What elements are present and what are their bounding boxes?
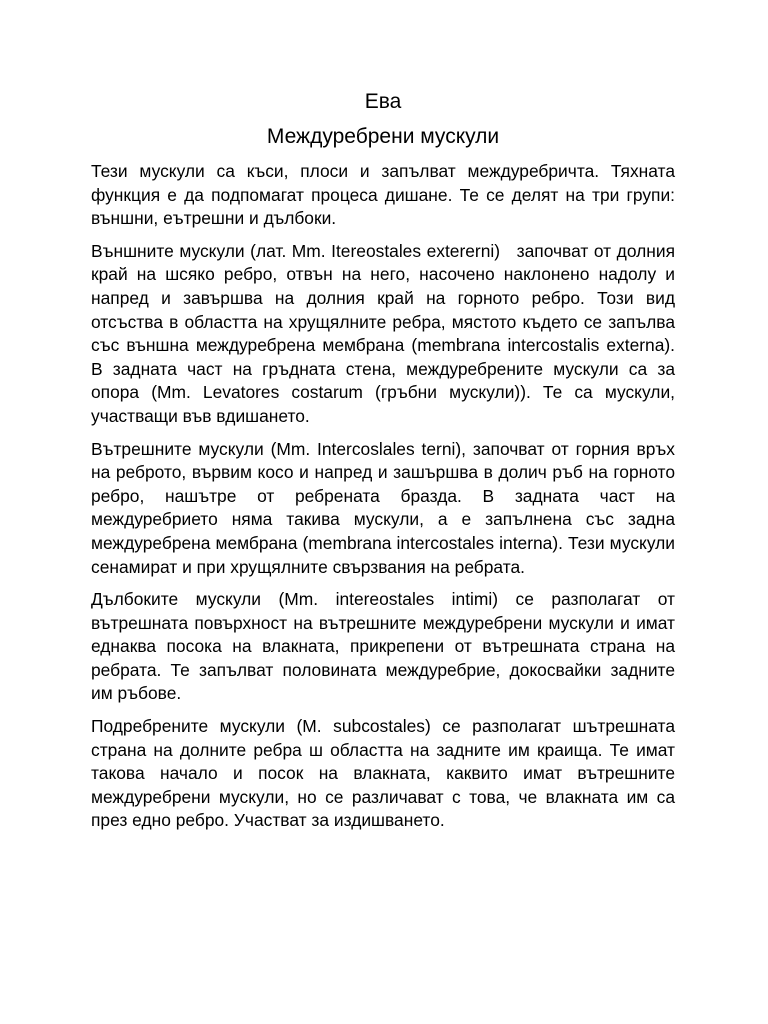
paragraph-subcostal-muscles: Подребрените мускули (M. subcostales) се разполагат шътрешната страна на долните ребра ш областта на задните им краища. Те имат такова начало и посок на влакната, каквито имат вътрешните междуребрени мускули, но се различават с това, че влакната им са през едно ребро. Участват за издишването. [91,716,680,831]
paragraph-external-muscles: Външните мускули (лат. Mm. Itereostales extererni) започват от долния край на шсяко ребро, отвън на него, насочено наклонено надолу и напред и завършва на долния край на горното ребро. Този вид отсъства в областта на хрущялните ребра, мястото където се запълва със външна междуребрена мембрана (membrana intercostalis externa). В задната част на гръдната стена, междуребрените мускули са за опора (Mm. Levatores costarum (гръбни мускули)). Те са мускули, участващи във вдишането. [91,240,680,426]
document-author: Ева [364,90,402,113]
document-page [91,88,680,842]
paragraph-intro: Тези мускули са къси, плоси и запълват междуребричта. Тяхната функция е да подпомагат процеса дишане. Те се делят на три групи: външни, еътрешни и дълбоки. [91,161,680,229]
paragraph-internal-muscles: Вътрешните мускули (Mm. Intercoslales terni), започват от горния връх на реброто, вървим косо и напред и зашършва в долич ръб на горното ребро, нашътре от ребрената бразда. В задната част на междуребрието няма такива мускули, а е запълнена със задна междуребрена мембрана (membrana intercostales interna). Тези мускули сенамират и при хрущялните свързвания на ребрата. [91,438,680,577]
document-title: Междуребрени мускули [266,125,500,148]
paragraph-innermost-muscles: Дълбоките мускули (Mm. intereostales intimi) се разполагат от вътрешната повърхност на вътрешните междуребрени мускули и имат еднаква посока на влакната, прикрепени от вътрешната страна на ребрата. Те запълват половината междуребрие, докосвайки задните им ръбове. [91,589,680,704]
